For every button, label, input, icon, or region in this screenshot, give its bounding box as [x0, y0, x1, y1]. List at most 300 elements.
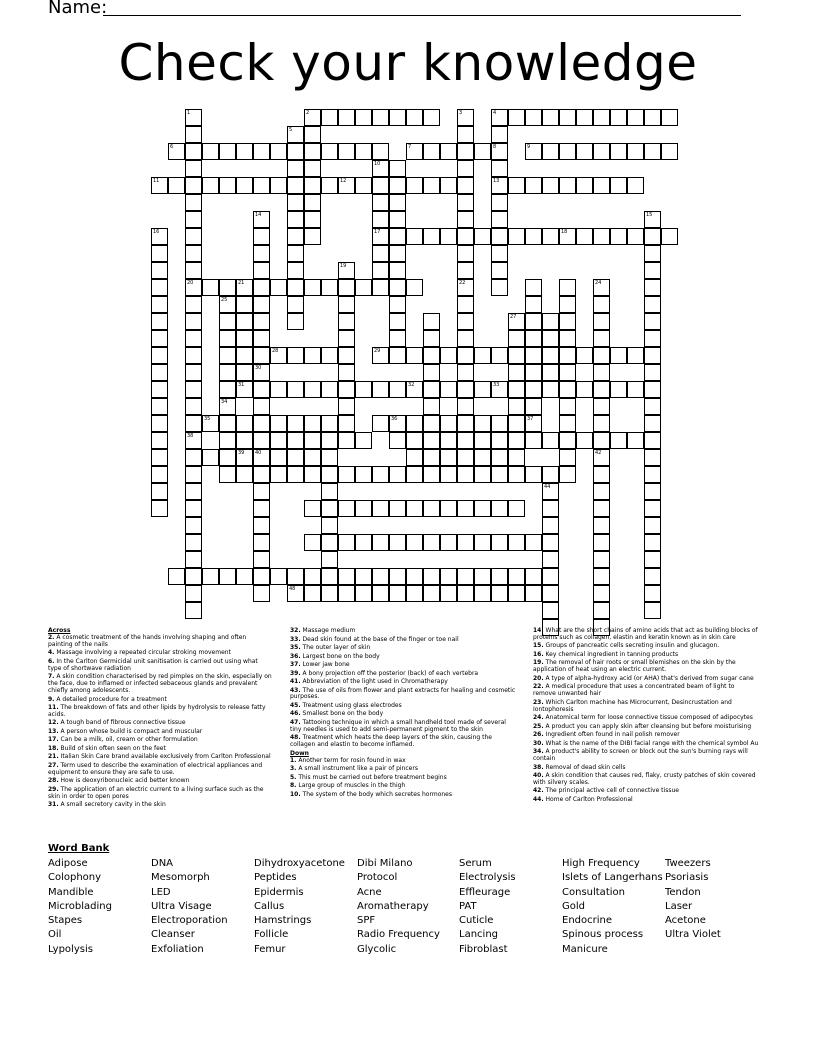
grid-cell[interactable] [644, 534, 661, 551]
grid-cell[interactable] [491, 585, 508, 602]
grid-cell[interactable] [185, 262, 202, 279]
grid-cell[interactable] [304, 160, 321, 177]
grid-cell[interactable] [559, 177, 576, 194]
grid-cell[interactable] [491, 534, 508, 551]
grid-cell[interactable] [389, 279, 406, 296]
grid-cell[interactable] [389, 568, 406, 585]
grid-cell[interactable] [457, 364, 474, 381]
grid-cell[interactable] [287, 415, 304, 432]
grid-cell[interactable] [610, 228, 627, 245]
grid-cell[interactable] [406, 466, 423, 483]
grid-cell[interactable] [372, 109, 389, 126]
grid-cell[interactable] [525, 534, 542, 551]
grid-cell[interactable] [185, 313, 202, 330]
grid-cell[interactable] [627, 347, 644, 364]
grid-cell[interactable] [542, 517, 559, 534]
grid-cell[interactable] [219, 364, 236, 381]
grid-cell[interactable] [593, 415, 610, 432]
grid-cell[interactable] [610, 432, 627, 449]
grid-cell[interactable] [559, 330, 576, 347]
grid-cell[interactable] [440, 568, 457, 585]
grid-cell[interactable] [644, 449, 661, 466]
grid-cell[interactable] [644, 500, 661, 517]
grid-cell[interactable] [406, 500, 423, 517]
grid-cell[interactable] [406, 449, 423, 466]
grid-cell[interactable] [185, 466, 202, 483]
grid-cell[interactable] [644, 313, 661, 330]
grid-cell[interactable] [457, 262, 474, 279]
grid-cell[interactable] [593, 483, 610, 500]
grid-cell[interactable] [457, 313, 474, 330]
grid-cell[interactable] [304, 568, 321, 585]
grid-cell[interactable] [644, 585, 661, 602]
grid-cell[interactable] [338, 330, 355, 347]
grid-cell[interactable] [151, 483, 168, 500]
grid-cell[interactable] [151, 500, 168, 517]
grid-cell[interactable] [508, 449, 525, 466]
grid-cell[interactable] [491, 415, 508, 432]
grid-cell[interactable] [389, 534, 406, 551]
grid-cell[interactable] [525, 466, 542, 483]
grid-cell[interactable] [185, 364, 202, 381]
grid-cell[interactable] [389, 313, 406, 330]
grid-cell[interactable] [457, 585, 474, 602]
grid-cell[interactable] [304, 381, 321, 398]
grid-cell[interactable] [219, 432, 236, 449]
grid-cell[interactable] [457, 126, 474, 143]
grid-cell[interactable] [491, 449, 508, 466]
grid-cell[interactable] [185, 160, 202, 177]
grid-cell[interactable] [321, 432, 338, 449]
grid-cell[interactable] [491, 160, 508, 177]
grid-cell[interactable] [304, 194, 321, 211]
grid-cell[interactable] [372, 245, 389, 262]
grid-cell[interactable] [508, 364, 525, 381]
grid-cell[interactable] [457, 398, 474, 415]
grid-cell[interactable] [644, 245, 661, 262]
grid-cell[interactable] [151, 449, 168, 466]
grid-cell[interactable] [270, 143, 287, 160]
grid-cell[interactable] [151, 364, 168, 381]
grid-cell[interactable] [610, 177, 627, 194]
grid-cell[interactable] [440, 415, 457, 432]
grid-cell[interactable] [287, 449, 304, 466]
grid-cell[interactable] [423, 534, 440, 551]
grid-cell[interactable] [525, 279, 542, 296]
grid-cell[interactable] [219, 296, 236, 313]
grid-cell[interactable] [321, 500, 338, 517]
grid-cell[interactable] [644, 483, 661, 500]
grid-cell[interactable] [525, 347, 542, 364]
grid-cell[interactable] [321, 449, 338, 466]
grid-cell[interactable] [542, 381, 559, 398]
grid-cell[interactable] [576, 109, 593, 126]
grid-cell[interactable] [508, 500, 525, 517]
grid-cell[interactable] [474, 466, 491, 483]
grid-cell[interactable] [287, 585, 304, 602]
grid-cell[interactable] [406, 228, 423, 245]
grid-cell[interactable] [219, 177, 236, 194]
grid-cell[interactable] [508, 585, 525, 602]
grid-cell[interactable] [236, 364, 253, 381]
grid-cell[interactable] [202, 279, 219, 296]
grid-cell[interactable] [253, 262, 270, 279]
grid-cell[interactable] [185, 568, 202, 585]
grid-cell[interactable] [185, 194, 202, 211]
grid-cell[interactable] [355, 585, 372, 602]
grid-cell[interactable] [491, 262, 508, 279]
grid-cell[interactable] [644, 279, 661, 296]
grid-cell[interactable] [270, 449, 287, 466]
grid-cell[interactable] [474, 568, 491, 585]
grid-cell[interactable] [593, 585, 610, 602]
grid-cell[interactable] [542, 364, 559, 381]
grid-cell[interactable] [253, 364, 270, 381]
grid-cell[interactable] [168, 568, 185, 585]
grid-cell[interactable] [151, 262, 168, 279]
grid-cell[interactable] [559, 449, 576, 466]
grid-cell[interactable] [406, 143, 423, 160]
grid-cell[interactable] [576, 432, 593, 449]
grid-cell[interactable] [440, 381, 457, 398]
grid-cell[interactable] [219, 279, 236, 296]
grid-cell[interactable] [644, 551, 661, 568]
grid-cell[interactable] [525, 177, 542, 194]
grid-cell[interactable] [236, 279, 253, 296]
grid-cell[interactable] [474, 381, 491, 398]
grid-cell[interactable] [287, 262, 304, 279]
grid-cell[interactable] [151, 347, 168, 364]
grid-cell[interactable] [355, 177, 372, 194]
grid-cell[interactable] [338, 143, 355, 160]
grid-cell[interactable] [372, 568, 389, 585]
grid-cell[interactable] [644, 109, 661, 126]
grid-cell[interactable] [389, 381, 406, 398]
grid-cell[interactable] [457, 228, 474, 245]
grid-cell[interactable] [576, 143, 593, 160]
grid-cell[interactable] [423, 432, 440, 449]
grid-cell[interactable] [185, 500, 202, 517]
grid-cell[interactable] [151, 279, 168, 296]
grid-cell[interactable] [287, 194, 304, 211]
grid-cell[interactable] [440, 534, 457, 551]
grid-cell[interactable] [287, 313, 304, 330]
grid-cell[interactable] [593, 143, 610, 160]
grid-cell[interactable] [236, 296, 253, 313]
grid-cell[interactable] [576, 381, 593, 398]
grid-cell[interactable] [593, 449, 610, 466]
grid-cell[interactable] [423, 347, 440, 364]
grid-cell[interactable] [253, 585, 270, 602]
grid-cell[interactable] [644, 211, 661, 228]
grid-cell[interactable] [338, 279, 355, 296]
grid-cell[interactable] [151, 432, 168, 449]
grid-cell[interactable] [389, 432, 406, 449]
grid-cell[interactable] [457, 347, 474, 364]
grid-cell[interactable] [474, 534, 491, 551]
grid-cell[interactable] [304, 500, 321, 517]
grid-cell[interactable] [202, 177, 219, 194]
grid-cell[interactable] [304, 228, 321, 245]
grid-cell[interactable] [151, 177, 168, 194]
grid-cell[interactable] [627, 432, 644, 449]
grid-cell[interactable] [406, 534, 423, 551]
grid-cell[interactable] [321, 347, 338, 364]
grid-cell[interactable] [644, 381, 661, 398]
grid-cell[interactable] [508, 347, 525, 364]
grid-cell[interactable] [389, 109, 406, 126]
grid-cell[interactable] [491, 500, 508, 517]
grid-cell[interactable] [185, 415, 202, 432]
grid-cell[interactable] [185, 449, 202, 466]
grid-cell[interactable] [287, 381, 304, 398]
grid-cell[interactable] [508, 330, 525, 347]
grid-cell[interactable] [270, 568, 287, 585]
grid-cell[interactable] [185, 347, 202, 364]
grid-cell[interactable] [185, 398, 202, 415]
grid-cell[interactable] [457, 432, 474, 449]
grid-cell[interactable] [610, 143, 627, 160]
grid-cell[interactable] [491, 466, 508, 483]
grid-cell[interactable] [270, 415, 287, 432]
grid-cell[interactable] [287, 245, 304, 262]
grid-cell[interactable] [525, 415, 542, 432]
grid-cell[interactable] [168, 143, 185, 160]
grid-cell[interactable] [440, 432, 457, 449]
grid-cell[interactable] [287, 143, 304, 160]
grid-cell[interactable] [304, 466, 321, 483]
grid-cell[interactable] [236, 415, 253, 432]
grid-cell[interactable] [644, 398, 661, 415]
grid-cell[interactable] [525, 296, 542, 313]
grid-cell[interactable] [508, 381, 525, 398]
grid-cell[interactable] [457, 245, 474, 262]
grid-cell[interactable] [321, 534, 338, 551]
grid-cell[interactable] [440, 585, 457, 602]
grid-cell[interactable] [151, 466, 168, 483]
grid-cell[interactable] [372, 585, 389, 602]
grid-cell[interactable] [474, 347, 491, 364]
grid-cell[interactable] [185, 109, 202, 126]
grid-cell[interactable] [304, 279, 321, 296]
grid-cell[interactable] [355, 500, 372, 517]
grid-cell[interactable] [559, 432, 576, 449]
grid-cell[interactable] [253, 568, 270, 585]
grid-cell[interactable] [644, 296, 661, 313]
grid-cell[interactable] [253, 313, 270, 330]
grid-cell[interactable] [406, 432, 423, 449]
grid-cell[interactable] [287, 126, 304, 143]
grid-cell[interactable] [372, 534, 389, 551]
grid-cell[interactable] [270, 432, 287, 449]
grid-cell[interactable] [253, 330, 270, 347]
grid-cell[interactable] [559, 347, 576, 364]
grid-cell[interactable] [253, 211, 270, 228]
grid-cell[interactable] [253, 398, 270, 415]
grid-cell[interactable] [406, 568, 423, 585]
grid-cell[interactable] [321, 466, 338, 483]
grid-cell[interactable] [372, 211, 389, 228]
grid-cell[interactable] [185, 602, 202, 619]
grid-cell[interactable] [321, 109, 338, 126]
grid-cell[interactable] [304, 415, 321, 432]
grid-cell[interactable] [304, 126, 321, 143]
grid-cell[interactable] [287, 347, 304, 364]
grid-cell[interactable] [151, 398, 168, 415]
grid-cell[interactable] [287, 568, 304, 585]
grid-cell[interactable] [236, 177, 253, 194]
grid-cell[interactable] [219, 466, 236, 483]
grid-cell[interactable] [423, 109, 440, 126]
grid-cell[interactable] [151, 245, 168, 262]
grid-cell[interactable] [542, 177, 559, 194]
grid-cell[interactable] [406, 585, 423, 602]
grid-cell[interactable] [338, 398, 355, 415]
grid-cell[interactable] [525, 585, 542, 602]
grid-cell[interactable] [593, 432, 610, 449]
grid-cell[interactable] [151, 296, 168, 313]
grid-cell[interactable] [253, 432, 270, 449]
grid-cell[interactable] [457, 211, 474, 228]
grid-cell[interactable] [185, 296, 202, 313]
grid-cell[interactable] [542, 143, 559, 160]
grid-cell[interactable] [457, 381, 474, 398]
grid-cell[interactable] [491, 245, 508, 262]
grid-cell[interactable] [423, 585, 440, 602]
grid-cell[interactable] [491, 177, 508, 194]
grid-cell[interactable] [423, 500, 440, 517]
grid-cell[interactable] [508, 415, 525, 432]
grid-cell[interactable] [610, 381, 627, 398]
grid-cell[interactable] [627, 143, 644, 160]
grid-cell[interactable] [644, 262, 661, 279]
grid-cell[interactable] [542, 313, 559, 330]
grid-cell[interactable] [253, 296, 270, 313]
grid-cell[interactable] [236, 330, 253, 347]
grid-cell[interactable] [389, 347, 406, 364]
grid-cell[interactable] [372, 500, 389, 517]
grid-cell[interactable] [389, 330, 406, 347]
grid-cell[interactable] [253, 245, 270, 262]
grid-cell[interactable] [644, 143, 661, 160]
grid-cell[interactable] [406, 279, 423, 296]
grid-cell[interactable] [542, 568, 559, 585]
grid-cell[interactable] [576, 347, 593, 364]
grid-cell[interactable] [627, 177, 644, 194]
grid-cell[interactable] [593, 109, 610, 126]
grid-cell[interactable] [508, 432, 525, 449]
grid-cell[interactable] [219, 330, 236, 347]
grid-cell[interactable] [372, 381, 389, 398]
grid-cell[interactable] [542, 483, 559, 500]
grid-cell[interactable] [542, 585, 559, 602]
grid-cell[interactable] [151, 228, 168, 245]
grid-cell[interactable] [525, 143, 542, 160]
grid-cell[interactable] [185, 517, 202, 534]
grid-cell[interactable] [542, 466, 559, 483]
grid-cell[interactable] [236, 466, 253, 483]
grid-cell[interactable] [491, 228, 508, 245]
grid-cell[interactable] [389, 228, 406, 245]
grid-cell[interactable] [423, 415, 440, 432]
grid-cell[interactable] [338, 534, 355, 551]
grid-cell[interactable] [457, 568, 474, 585]
grid-cell[interactable] [253, 466, 270, 483]
grid-cell[interactable] [508, 398, 525, 415]
grid-cell[interactable] [185, 143, 202, 160]
grid-cell[interactable] [593, 551, 610, 568]
grid-cell[interactable] [491, 194, 508, 211]
grid-cell[interactable] [423, 568, 440, 585]
grid-cell[interactable] [304, 143, 321, 160]
grid-cell[interactable] [338, 415, 355, 432]
grid-cell[interactable] [219, 347, 236, 364]
grid-cell[interactable] [270, 177, 287, 194]
grid-cell[interactable] [338, 432, 355, 449]
grid-cell[interactable] [185, 177, 202, 194]
grid-cell[interactable] [491, 381, 508, 398]
grid-cell[interactable] [559, 143, 576, 160]
grid-cell[interactable] [338, 296, 355, 313]
grid-cell[interactable] [236, 313, 253, 330]
grid-cell[interactable] [355, 279, 372, 296]
grid-cell[interactable] [525, 330, 542, 347]
grid-cell[interactable] [627, 381, 644, 398]
grid-cell[interactable] [440, 228, 457, 245]
grid-cell[interactable] [644, 228, 661, 245]
grid-cell[interactable] [202, 143, 219, 160]
grid-cell[interactable] [559, 415, 576, 432]
grid-cell[interactable] [151, 313, 168, 330]
grid-cell[interactable] [287, 279, 304, 296]
grid-cell[interactable] [372, 347, 389, 364]
grid-cell[interactable] [321, 551, 338, 568]
grid-cell[interactable] [185, 483, 202, 500]
grid-cell[interactable] [644, 364, 661, 381]
grid-cell[interactable] [185, 585, 202, 602]
grid-cell[interactable] [491, 568, 508, 585]
grid-cell[interactable] [423, 398, 440, 415]
grid-cell[interactable] [457, 143, 474, 160]
grid-cell[interactable] [355, 381, 372, 398]
grid-cell[interactable] [406, 381, 423, 398]
grid-cell[interactable] [508, 466, 525, 483]
grid-cell[interactable] [253, 177, 270, 194]
grid-cell[interactable] [491, 279, 508, 296]
grid-cell[interactable] [321, 143, 338, 160]
grid-cell[interactable] [338, 466, 355, 483]
grid-cell[interactable] [423, 313, 440, 330]
grid-cell[interactable] [457, 160, 474, 177]
grid-cell[interactable] [423, 466, 440, 483]
grid-cell[interactable] [185, 126, 202, 143]
grid-cell[interactable] [389, 415, 406, 432]
grid-cell[interactable] [236, 347, 253, 364]
grid-cell[interactable] [593, 347, 610, 364]
grid-cell[interactable] [151, 381, 168, 398]
grid-cell[interactable] [253, 551, 270, 568]
grid-cell[interactable] [338, 364, 355, 381]
grid-cell[interactable] [542, 500, 559, 517]
grid-cell[interactable] [168, 177, 185, 194]
grid-cell[interactable] [644, 568, 661, 585]
grid-cell[interactable] [491, 432, 508, 449]
grid-cell[interactable] [338, 347, 355, 364]
grid-cell[interactable] [338, 381, 355, 398]
grid-cell[interactable] [423, 228, 440, 245]
grid-cell[interactable] [236, 432, 253, 449]
grid-cell[interactable] [304, 432, 321, 449]
